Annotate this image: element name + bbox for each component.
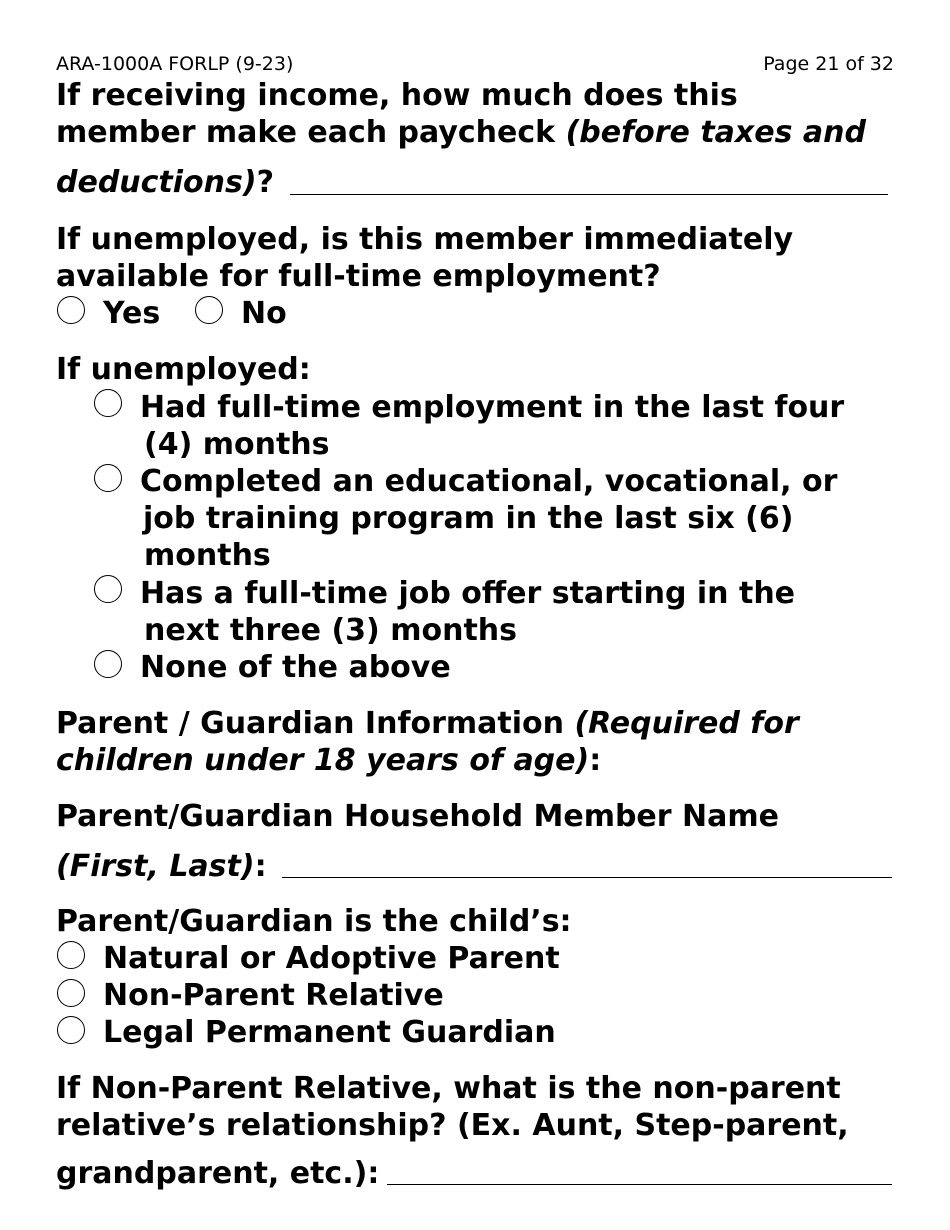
availability-question-line2: available for full-time employment? xyxy=(56,259,661,294)
completed-training-radio[interactable] xyxy=(94,464,122,492)
availability-no-radio[interactable] xyxy=(195,296,223,324)
job-offer-label: Has a full-time job offer starting in the next three (3) months xyxy=(140,576,796,648)
availability-yes-radio[interactable] xyxy=(57,296,85,324)
guardian-name-sublabel: (First, Last): xyxy=(56,849,267,884)
legal-guardian-radio[interactable] xyxy=(57,1016,85,1044)
income-question-line2: member make each paycheck (before taxes and xyxy=(56,115,867,150)
none-above-radio[interactable] xyxy=(94,650,122,678)
non-parent-relative-label: Non-Parent Relative xyxy=(103,978,444,1013)
page-number: Page 21 of 32 xyxy=(763,53,894,75)
had-employment-label: Had full-time employment in the last four (4) months xyxy=(140,390,845,462)
paycheck-amount-input[interactable] xyxy=(290,194,888,195)
availability-question xyxy=(56,221,896,295)
availability-question-line1: If unemployed, is this member immediately xyxy=(56,222,794,257)
nonparent-relationship-input[interactable] xyxy=(387,1184,892,1185)
completed-training-label: Completed an educational, vocational, or job training program in the last six (6) months xyxy=(140,464,838,573)
form-id: ARA-1000A FORLP (9-23) xyxy=(56,53,294,75)
non-parent-relative-radio[interactable] xyxy=(57,979,85,1007)
guardian-relation-heading: Parent/Guardian is the child’s: xyxy=(56,904,572,939)
availability-yes-label: Yes xyxy=(103,296,161,331)
legal-guardian-label: Legal Permanent Guardian xyxy=(103,1015,556,1050)
availability-no-label: No xyxy=(241,296,287,331)
natural-parent-label: Natural or Adoptive Parent xyxy=(103,941,560,976)
unemployed-heading: If unemployed: xyxy=(56,352,311,387)
nonparent-question: If Non-Parent Relative, what is the non-parent relative’s relationship? (Ex. Aunt, Step-parent, xyxy=(56,1071,849,1143)
income-question-line3: deductions)? xyxy=(56,165,275,200)
nonparent-question-line3: grandparent, etc.): xyxy=(56,1156,380,1191)
had-employment-radio[interactable] xyxy=(94,389,122,417)
guardian-name-label: Parent/Guardian Household Member Name xyxy=(56,799,779,834)
income-question xyxy=(56,77,896,151)
natural-parent-radio[interactable] xyxy=(57,941,85,969)
guardian-name-input[interactable] xyxy=(282,877,892,878)
income-question-line1: If receiving income, how much does this xyxy=(56,78,738,113)
job-offer-radio[interactable] xyxy=(94,575,122,603)
guardian-info-heading: Parent / Guardian Information (Required for children under 18 years of age): xyxy=(56,706,799,778)
none-above-label: None of the above xyxy=(140,650,451,685)
